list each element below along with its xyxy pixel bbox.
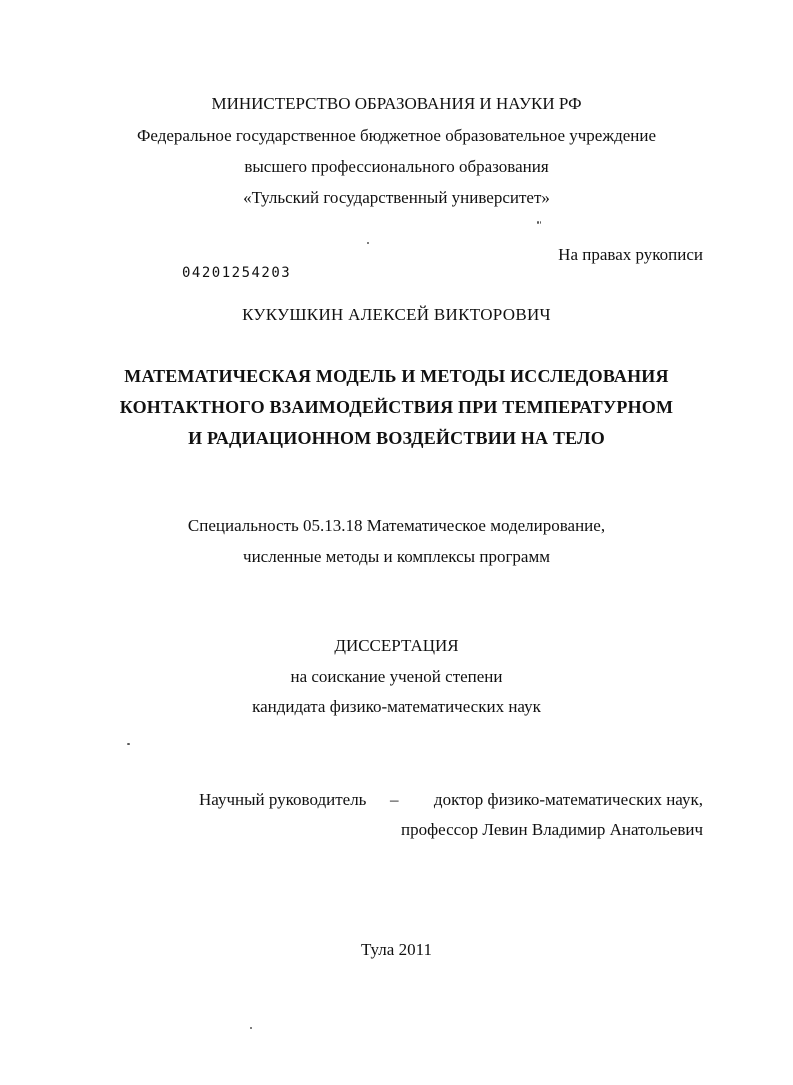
scan-speck xyxy=(537,221,539,224)
place-year: Тула 2011 xyxy=(361,940,432,959)
ministry-heading: МИНИСТЕРСТВО ОБРАЗОВАНИЯ И НАУКИ РФ xyxy=(211,94,582,113)
institution-line-1: Федеральное государственное бюджетное образовательное учреждение xyxy=(136,126,657,145)
scan-speck xyxy=(250,1027,252,1029)
thesis-title-line-2: КОНТАКТНОГО ВЗАИМОДЕЙСТВИЯ ПРИ ТЕМПЕРАТУРНОМ xyxy=(119,397,674,417)
degree-line-2: кандидата физико-математических наук xyxy=(252,697,541,716)
degree-line-1: на соискание ученой степени xyxy=(290,667,503,686)
specialty-line-2: численные методы и комплексы программ xyxy=(243,547,550,566)
supervisor-credentials: доктор физико-математических наук, xyxy=(433,790,703,809)
specialty-line-1: Специальность 05.13.18 Математическое моделирование, xyxy=(187,516,606,535)
university-name: «Тульский государственный университет» xyxy=(243,188,550,207)
supervisor-label: Научный руководитель xyxy=(199,790,367,809)
institution-line-2: высшего профессионального образования xyxy=(244,157,549,176)
registration-number: 04201254203 xyxy=(182,265,292,281)
scan-speck xyxy=(127,743,130,745)
manuscript-note: На правах рукописи xyxy=(558,245,703,264)
thesis-title-line-3: И РАДИАЦИОННОМ ВОЗДЕЙСТВИИ НА ТЕЛО xyxy=(188,428,605,448)
supervisor-name: профессор Левин Владимир Анатольевич xyxy=(401,820,703,839)
scan-speck xyxy=(367,242,369,244)
document-type: ДИССЕРТАЦИЯ xyxy=(334,636,459,655)
scan-speck xyxy=(540,221,541,224)
author-name: КУКУШКИН АЛЕКСЕЙ ВИКТОРОВИЧ xyxy=(242,305,551,324)
supervisor-dash: – xyxy=(390,790,399,809)
thesis-title-line-1: МАТЕМАТИЧЕСКАЯ МОДЕЛЬ И МЕТОДЫ ИССЛЕДОВАНИЯ xyxy=(124,366,669,386)
